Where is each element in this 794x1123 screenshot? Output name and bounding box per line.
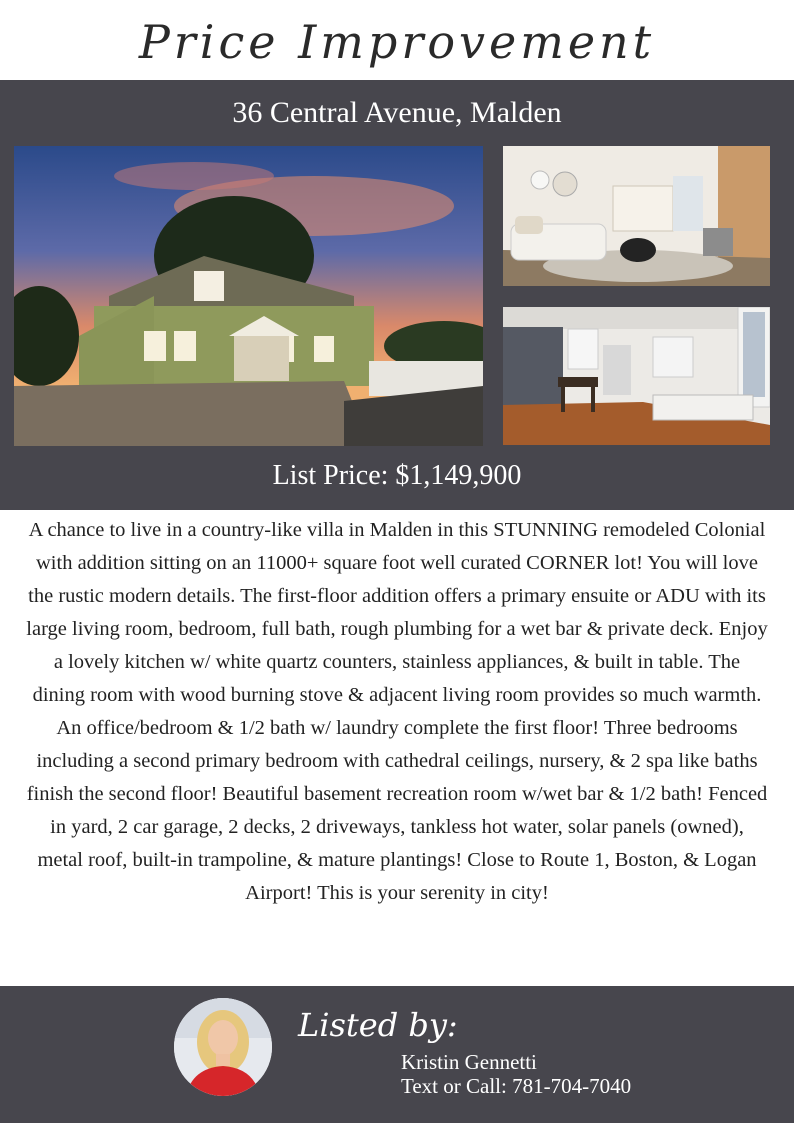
- exterior-photo: [14, 146, 483, 446]
- property-address: 36 Central Avenue, Malden: [232, 96, 562, 129]
- listed-by-label: Listed by:: [298, 1006, 458, 1044]
- agent-contact: Text or Call: 781-704-7040: [401, 1074, 632, 1098]
- list-price: List Price: $1,149,900: [272, 460, 522, 491]
- kitchen-photo: [503, 307, 770, 445]
- living-room-photo: [503, 146, 770, 286]
- agent-avatar: [174, 998, 272, 1096]
- property-description: A chance to live in a country-like villa in Malden in this STUNNING remodeled Colonial with addition sitting on an 11000+ square foot well curated CORNER lot! You will love the rustic modern details. The first-floor addition offers a primary ensuite or ADU with its large living room, bedroom, full bath, rough plumbing for a wet bar & private deck. Enjoy a lovely kitchen w/ white quartz counters, stainless appliances, & built in table. The dining room with wood burning stove & adjacent living room provides so much warmth. An office/bedroom & 1/2 bath w/ laundry complete the first floor! Three bedrooms including a second primary bedroom with cathedral ceilings, nursery, & 2 spa like baths finish the second floor! Beautiful basement recreation room w/wet bar & 1/2 bath! Fenced in yard, 2 car garage, 2 decks, 2 driveways, tankless hot water, solar panels (owned), metal roof, built-in trampoline, & mature plantings! Close to Route 1, Boston, & Logan Airport! This is your serenity in city!: [26, 519, 768, 904]
- agent-name: Kristin Gennetti: [401, 1050, 537, 1074]
- flyer-title: Price Improvement: [138, 15, 656, 69]
